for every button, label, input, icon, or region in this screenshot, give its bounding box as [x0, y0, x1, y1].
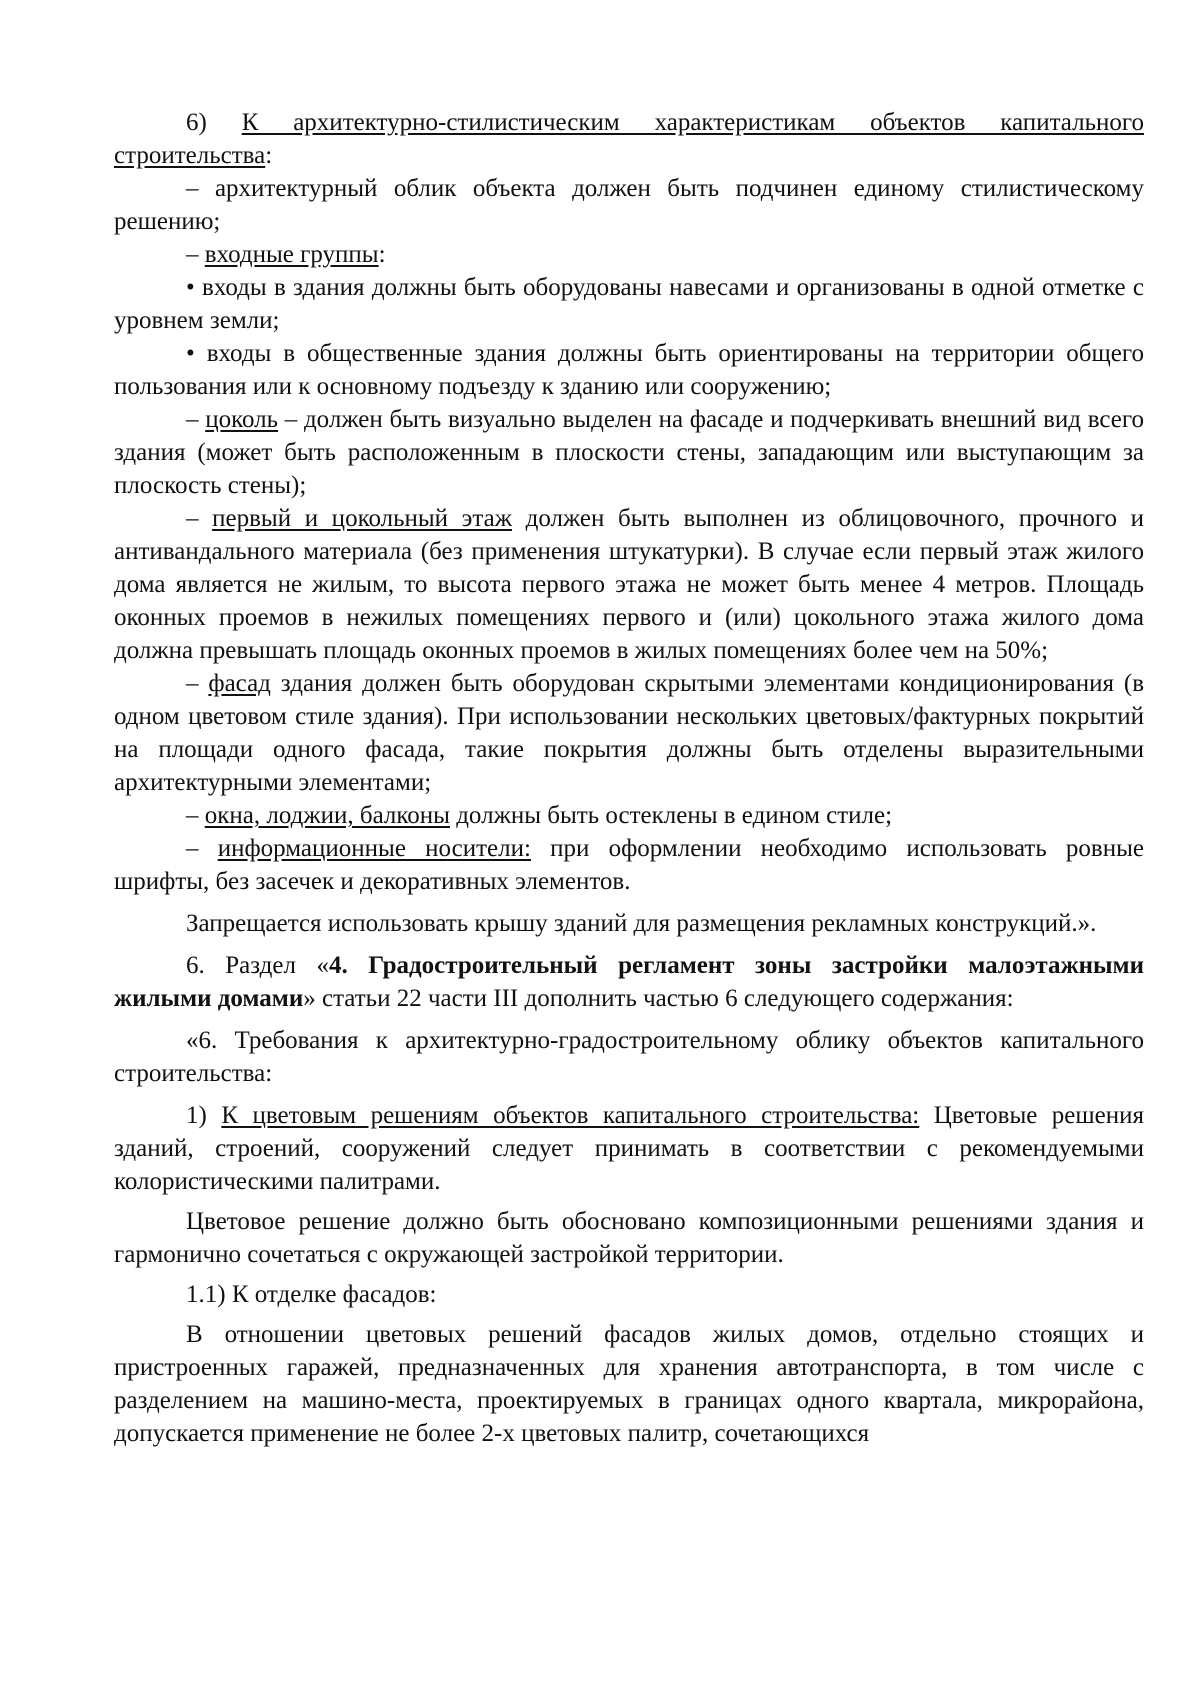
underlined-term: окна, лоджии, балконы	[204, 802, 450, 829]
paragraph-section-amendment	[114, 949, 1144, 1015]
paragraph-text: » статьи 22 части III дополнить частью 6 следующего содержания:	[303, 985, 1014, 1012]
paragraph-entrance-groups	[114, 238, 1144, 271]
paragraph-facade	[114, 667, 1144, 799]
dash-marker: –	[186, 802, 199, 829]
underlined-term: первый и цокольный этаж	[212, 505, 512, 532]
paragraph-requirements	[114, 1024, 1144, 1090]
term-colon: :	[378, 241, 386, 268]
paragraph-plinth	[114, 403, 1144, 502]
dash-marker: –	[186, 241, 199, 268]
paragraph-windows	[114, 799, 1144, 832]
underlined-term: информационные носители:	[217, 835, 531, 862]
paragraph-text: входы в здания должны быть оборудованы навесами и организованы в одной отметке с уровнем земли;	[114, 274, 1144, 334]
bullet-public-entrances	[114, 337, 1144, 403]
paragraph-info-carriers	[114, 832, 1144, 898]
document-page	[114, 106, 1144, 1450]
paragraph-color-solutions	[114, 1099, 1144, 1198]
dash-marker: –	[186, 175, 199, 202]
heading-colon: :	[265, 142, 273, 169]
paragraph-architectural-look	[114, 172, 1144, 238]
paragraph-text: Цветовые решения зданий, строений, сооружений следует принимать в соответствии с рекомендуемыми колористическими палитрами.	[114, 1102, 1145, 1195]
dash-marker: –	[186, 505, 199, 532]
paragraph-text: архитектурный облик объекта должен быть подчинен единому стилистическому решению;	[114, 175, 1144, 235]
paragraph-color-justification	[114, 1205, 1144, 1271]
paragraph-text: «6. Требования к архитектурно-градостроительному облику объектов капитального строительства:	[114, 1027, 1144, 1087]
paragraph-text: при оформлении необходимо использовать ровные шрифты, без засечек и декоративных элементов.	[114, 835, 1144, 895]
paragraph-text: – должен быть визуально выделен на фасаде и подчеркивать внешний вид всего здания (может быть расположенным в плоскости стены, западающим или выступающим за плоскость стены);	[114, 406, 1145, 499]
section-title-bold: 4. Градостроительный регламент зоны застройки малоэтажными жилыми домами	[114, 952, 1144, 1012]
bullet-marker: •	[186, 340, 195, 367]
underlined-term: фасад	[208, 670, 271, 697]
paragraph-first-floor	[114, 502, 1144, 667]
paragraph-text: В отношении цветовых решений фасадов жилых домов, отдельно стоящих и пристроенных гаражей, предназначенных для хранения автотранспорта, в том числе с разделением на машино-места, проектируемых в границах одного квартала, микрорайона, допускается применение не более 2-х цветовых палитр, сочетающихся	[114, 1321, 1144, 1447]
paragraph-text: 1.1) К отделке фасадов:	[186, 1281, 437, 1308]
section-heading-underlined: К архитектурно-стилистическим характеристикам объектов капитального строительства	[114, 109, 1145, 169]
item-number: 1)	[186, 1102, 207, 1129]
paragraph-roof-prohibition	[114, 907, 1144, 940]
paragraph-text: должен быть выполнен из облицовочного, прочного и антивандального материала (без применения штукатурки). В случае если первый этаж жилого дома является не жилым, то высота первого этажа не может быть менее 4 метров. Площадь оконных проемов в нежилых помещениях первого и (или) цокольного этажа жилого дома должна превышать площадь оконных проемов в жилых помещениях более чем на 50%;	[114, 505, 1145, 664]
paragraph-text: Запрещается использовать крышу зданий для размещения рекламных конструкций.».	[186, 910, 1097, 937]
bullet-marker: •	[186, 274, 195, 301]
paragraph-prefix: 6. Раздел «	[186, 952, 329, 979]
underlined-term: входные группы	[204, 241, 379, 268]
underlined-term: цоколь	[205, 406, 279, 433]
paragraph-palettes	[114, 1318, 1144, 1450]
paragraph-facade-finishing	[114, 1278, 1144, 1311]
dash-marker: –	[186, 406, 199, 433]
paragraph-text: должны быть остеклены в едином стиле;	[456, 802, 893, 829]
bullet-entrances-canopies	[114, 271, 1144, 337]
dash-marker: –	[186, 835, 199, 862]
paragraph-architectural-characteristics	[114, 106, 1144, 172]
section-heading-underlined: К цветовым решениям объектов капитального строительства:	[221, 1102, 920, 1129]
dash-marker: –	[186, 670, 199, 697]
item-number: 6)	[186, 109, 207, 136]
paragraph-text: здания должен быть оборудован скрытыми элементами кондиционирования (в одном цветовом стиле здания). При использовании нескольких цветовых/фактурных покрытий на площади одного фасада, такие покрытия должны быть отделены выразительными архитектурными элементами;	[114, 670, 1145, 796]
paragraph-text: входы в общественные здания должны быть ориентированы на территории общего пользования или к основному подъезду к зданию или сооружению;	[114, 340, 1144, 400]
paragraph-text: Цветовое решение должно быть обосновано композиционными решениями здания и гармонично сочетаться с окружающей застройкой территории.	[114, 1208, 1144, 1268]
